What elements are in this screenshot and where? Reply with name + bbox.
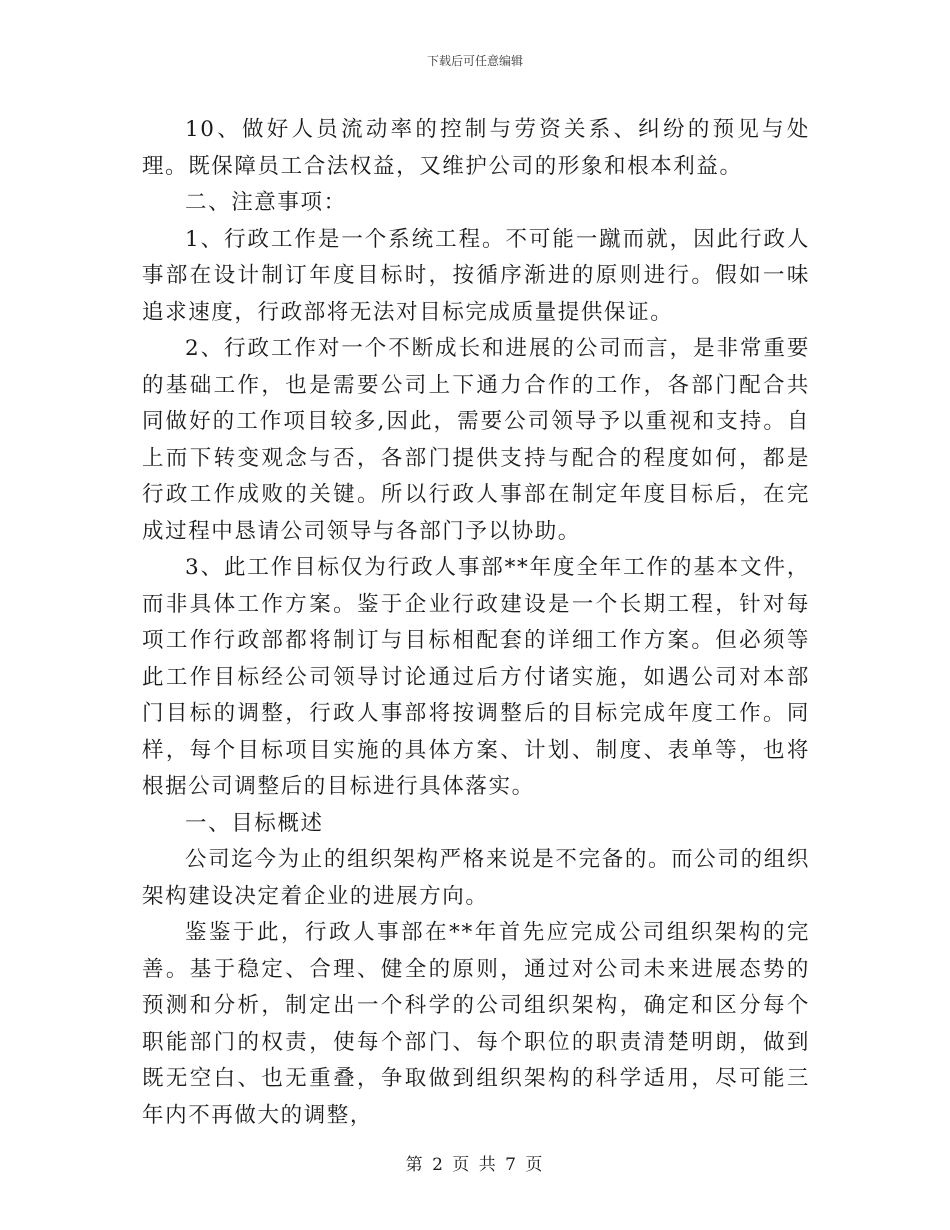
section-heading-overview: 一、目标概述	[185, 810, 324, 836]
paragraph-overview-1: 公司迄今为止的组织架构严格来说是不完备的。而公司的组织架构建设决定着企业的进展方向。	[142, 847, 810, 909]
paragraph-note-3: 3、此工作目标仅为行政人事部**年度全年工作的基本文件，而非具体工作方案。鉴于企业行政建设是一个长期工程，针对每项工作行政部都将制订与目标相配套的详细工作方案。但必须等此工作目标经公司领导讨论通过后方付诸实施，如遇公司对本部门目标的调整，行政人事部将按调整后的目标完成年度工作。同样，每个目标项目实施的具体方案、计划、制度、表单等，也将根据公司调整后的目标进行具体落实。	[142, 555, 810, 799]
section-heading-notes: 二、注意事项：	[185, 190, 347, 215]
paragraph-overview-2: 鉴鉴于此，行政人事部在**年首先应完成公司组织架构的完善。基于稳定、合理、健全的原则，通过对公司未来进展态势的预测和分析，制定出一个科学的公司组织架构，确定和区分每个职能部门的权责，使每个部门、每个职位的职责清楚明朗，做到既无空白、也无重叠，争取做到组织架构的科学适用，尽可能三年内不再做大的调整，	[142, 920, 810, 1128]
paragraph-item-10: 10、做好人员流动率的控制与劳资关系、纠纷的预见与处理。既保障员工合法权益，又维护公司的形象和根本利益。	[142, 117, 810, 179]
paragraph-note-2: 2、行政工作对一个不断成长和进展的公司而言，是非常重要的基础工作，也是需要公司上下通力合作的工作，各部门配合共同做好的工作项目较多,因此，需要公司领导予以重视和支持。自上而下转变观念与否，各部门提供支持与配合的程度如何，都是行政工作成败的关键。所以行政人事部在制定年度目标后，在完成过程中恳请公司领导与各部门予以协助。	[142, 336, 810, 544]
paragraph-note-1: 1、行政工作是一个系统工程。不可能一蹴而就，因此行政人事部在设计制订年度目标时，按循序渐进的原则进行。假如一味追求速度，行政部将无法对目标完成质量提供保证。	[142, 226, 810, 325]
page-header: 下载后可任意编辑	[426, 54, 523, 68]
document-body	[142, 112, 810, 1134]
page-footer: 第 2 页 共 7 页	[405, 1155, 545, 1175]
